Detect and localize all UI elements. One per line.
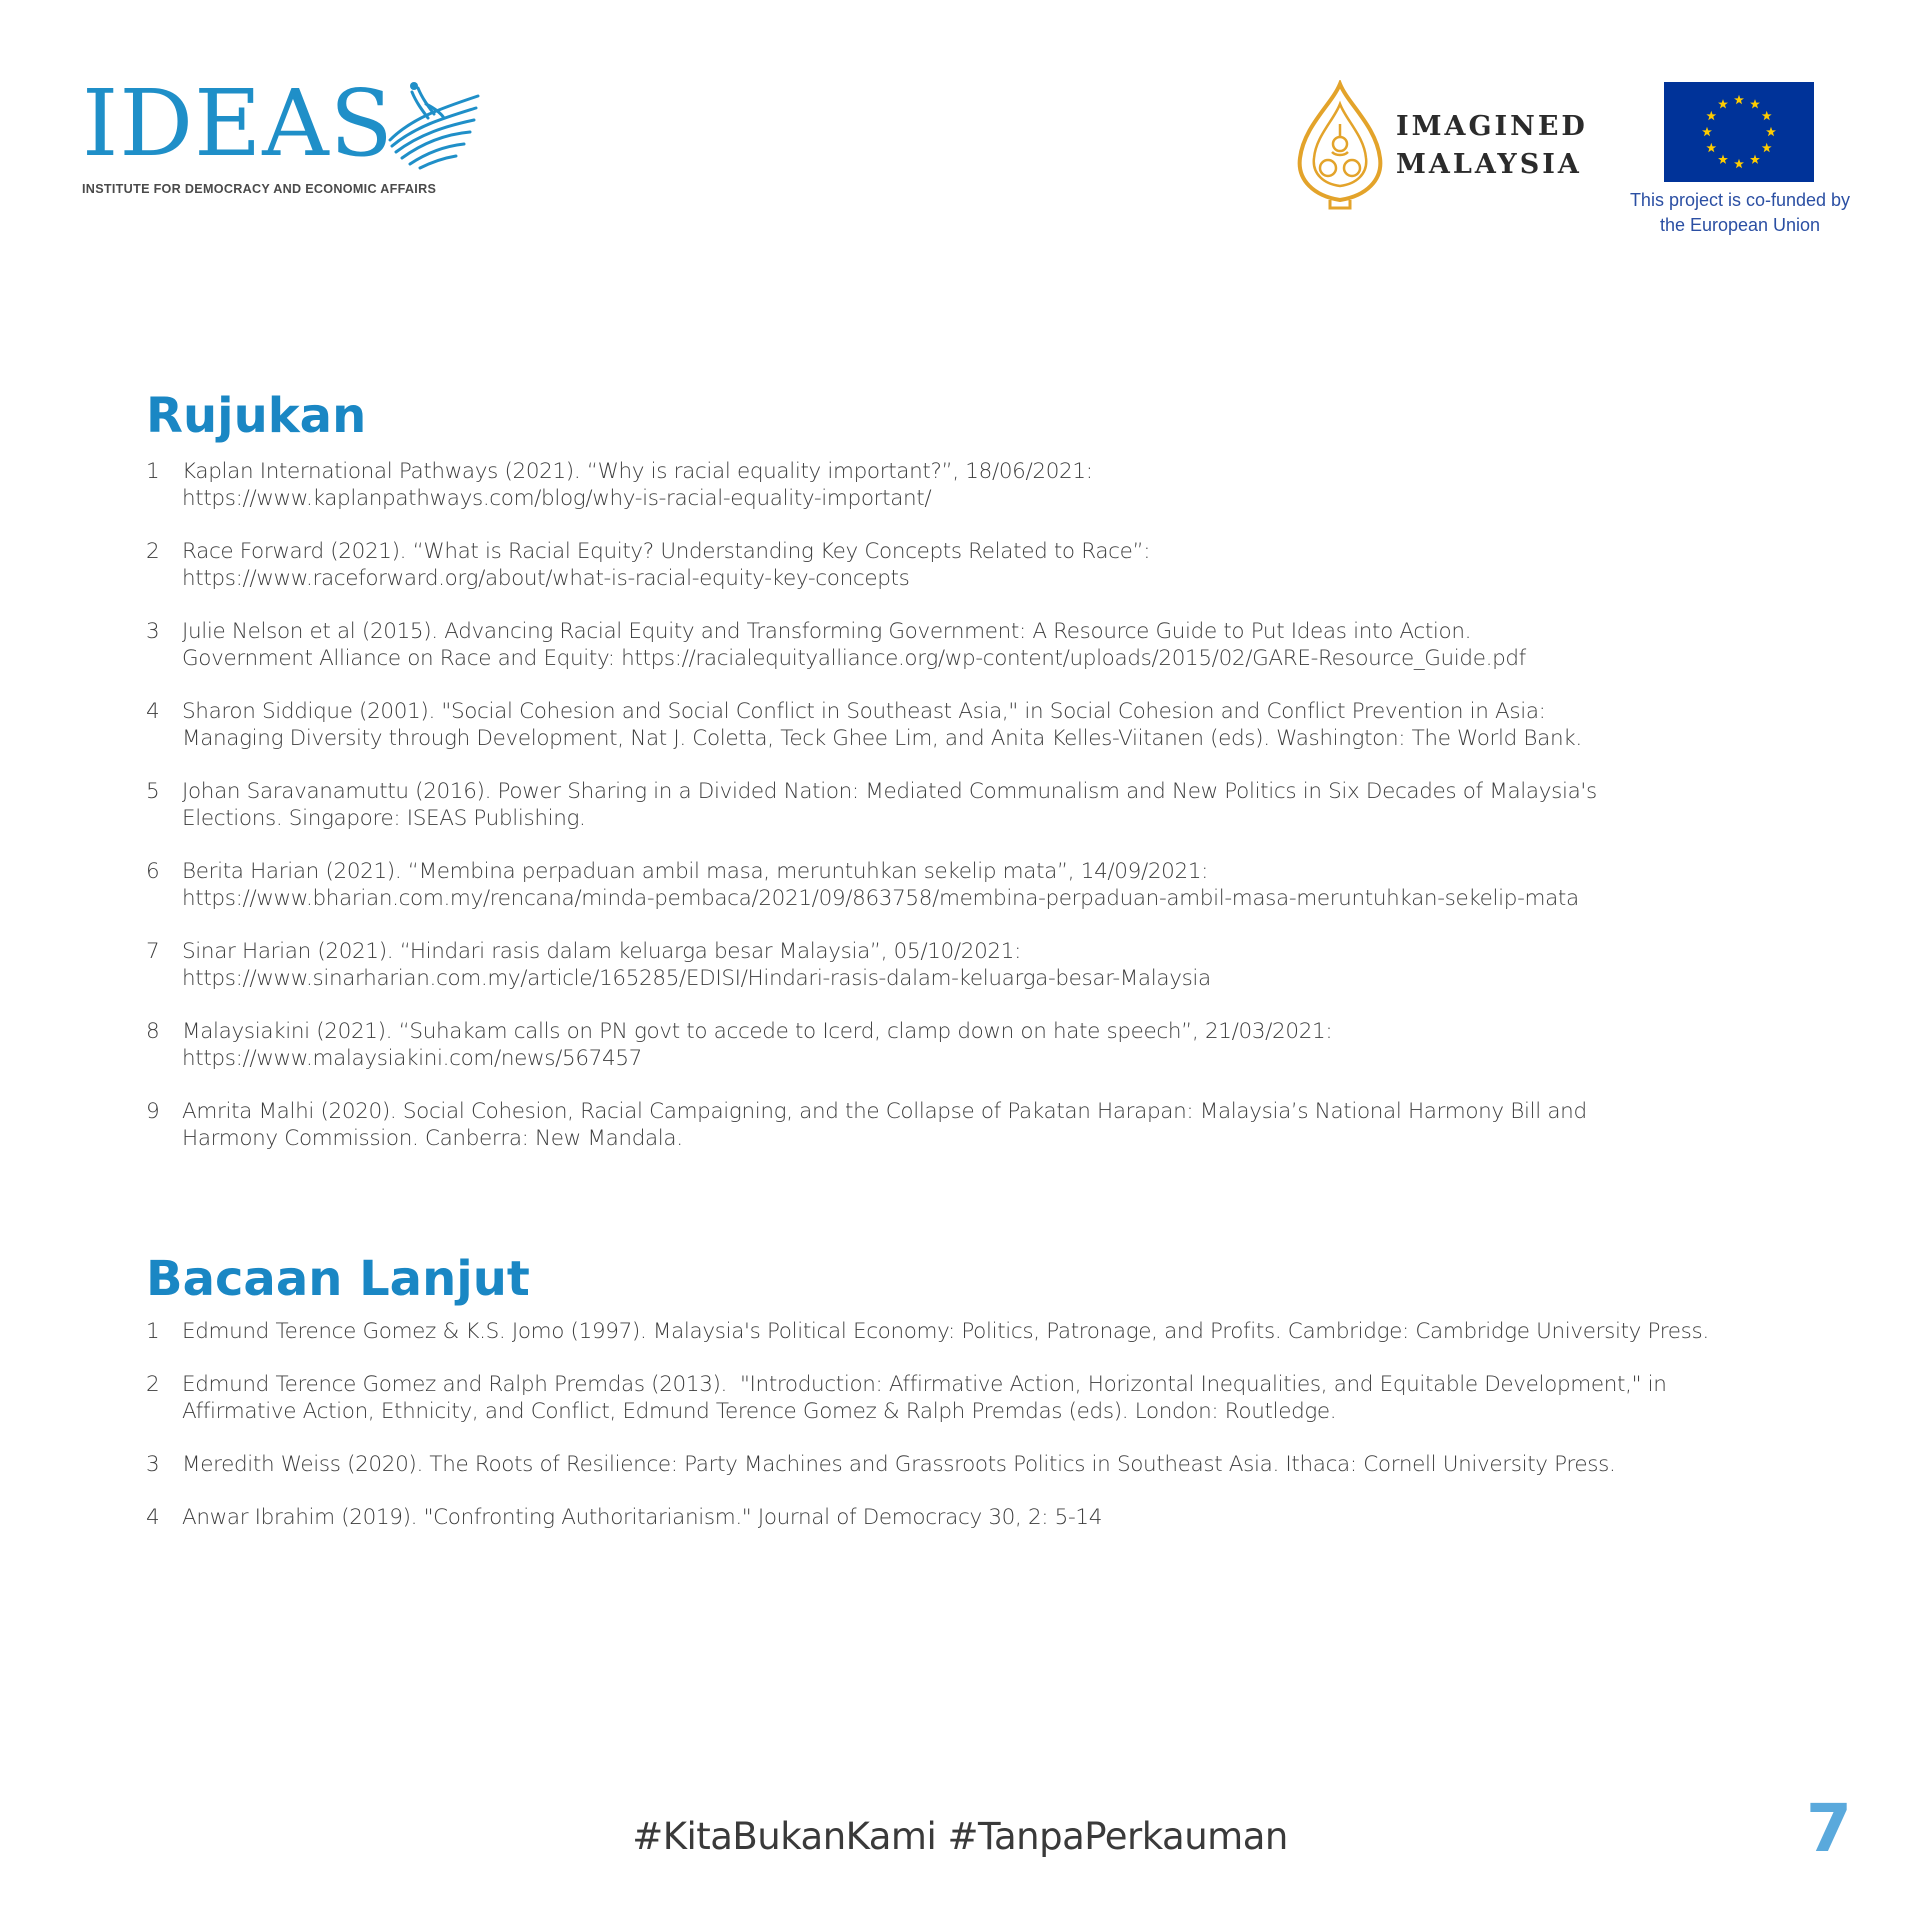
reference-text-line: Anwar Ibrahim (2019). "Confronting Authoritarianism." Journal of Democracy 30, 2: 5-14 bbox=[182, 1505, 1103, 1530]
ideas-subtitle: INSTITUTE FOR DEMOCRACY AND ECONOMIC AFFAIRS bbox=[82, 182, 437, 196]
reference-item bbox=[146, 938, 1846, 992]
reference-number: 9 bbox=[146, 1099, 160, 1124]
reference-item bbox=[146, 1504, 1846, 1531]
eu-flag-icon bbox=[1664, 82, 1814, 182]
reference-text-line: https://www.sinarharian.com.my/article/165285/EDISI/Hindari-rasis-dalam-keluarga-besar-Malaysia bbox=[182, 966, 1211, 991]
reference-number: 4 bbox=[146, 1505, 160, 1530]
reference-item bbox=[146, 858, 1846, 912]
reference-number: 8 bbox=[146, 1019, 160, 1044]
eu-caption-line1: This project is co-funded by bbox=[1629, 190, 1851, 210]
reference-item bbox=[146, 538, 1846, 592]
reference-text-line: Julie Nelson et al (2015). Advancing Racial Equity and Transforming Government: A Resource Guide to Put Ideas into Action. bbox=[182, 619, 1472, 644]
malaysia-line: MALAYSIA bbox=[1396, 149, 1582, 180]
reference-number: 3 bbox=[146, 1452, 160, 1477]
imagined-line: IMAGINED bbox=[1396, 111, 1588, 142]
reference-item bbox=[146, 1098, 1846, 1152]
reference-text-line: Harmony Commission. Canberra: New Mandala. bbox=[182, 1126, 683, 1151]
eu-caption bbox=[1600, 188, 1880, 238]
reference-text-line: https://www.kaplanpathways.com/blog/why-is-racial-equality-important/ bbox=[182, 486, 932, 511]
reference-text-line: https://www.bharian.com.my/rencana/minda-pembaca/2021/09/863758/membina-perpaduan-ambil-masa-meruntuhkan-sekelip-mata bbox=[182, 886, 1579, 911]
reference-text-line: Sinar Harian (2021). “Hindari rasis dalam keluarga besar Malaysia”, 05/10/2021: bbox=[182, 939, 1021, 964]
reference-item bbox=[146, 1451, 1846, 1478]
reference-number: 3 bbox=[146, 619, 160, 644]
reference-text-line: Sharon Siddique (2001). "Social Cohesion and Social Conflict in Southeast Asia," in Social Cohesion and Conflict Prevention in Asia: bbox=[182, 699, 1546, 724]
reference-item bbox=[146, 618, 1846, 672]
reference-text-line: Berita Harian (2021). “Membina perpaduan ambil masa, meruntuhkan sekelip mata”, 14/09/2021: bbox=[182, 859, 1209, 884]
reference-item bbox=[146, 1018, 1846, 1072]
imagined-malaysia-logo bbox=[1290, 80, 1610, 210]
rujukan-heading: Rujukan bbox=[146, 388, 367, 444]
imagined-malaysia-wordmark bbox=[1396, 108, 1588, 184]
rujukan-list bbox=[146, 458, 1846, 1152]
wayang-gunungan-icon bbox=[1290, 80, 1390, 210]
reference-text-line: Edmund Terence Gomez and Ralph Premdas (2013). "Introduction: Affirmative Action, Horizontal Inequalities, and Equitable Development," in bbox=[182, 1372, 1667, 1397]
reference-text-line: Edmund Terence Gomez & K.S. Jomo (1997). Malaysia's Political Economy: Politics, Patronage, and Profits. Cambridge: Cambridge University Press. bbox=[182, 1319, 1709, 1344]
page-number: 7 bbox=[1806, 1790, 1852, 1867]
reference-number: 6 bbox=[146, 859, 160, 884]
reference-text-line: Affirmative Action, Ethnicity, and Conflict, Edmund Terence Gomez & Ralph Premdas (eds). London: Routledge. bbox=[182, 1399, 1337, 1424]
reference-text-line: Managing Diversity through Development, Nat J. Coletta, Teck Ghee Lim, and Anita Kelles-Viitanen (eds). Washington: The World Bank. bbox=[182, 726, 1582, 751]
ideas-wordmark: IDEAS bbox=[82, 70, 394, 177]
eu-caption-line2: the European Union bbox=[1659, 215, 1821, 235]
reference-text-line: Kaplan International Pathways (2021). “Why is racial equality important?”, 18/06/2021: bbox=[182, 459, 1093, 484]
reference-text-line: https://www.malaysiakini.com/news/567457 bbox=[182, 1046, 642, 1071]
reference-item bbox=[146, 1371, 1846, 1425]
reference-number: 7 bbox=[146, 939, 160, 964]
reference-text-line: Elections. Singapore: ISEAS Publishing. bbox=[182, 806, 586, 831]
reference-item bbox=[146, 778, 1846, 832]
reference-text-line: Amrita Malhi (2020). Social Cohesion, Racial Campaigning, and the Collapse of Pakatan Harapan: Malaysia’s National Harmony Bill and bbox=[182, 1099, 1587, 1124]
bacaan-lanjut-heading: Bacaan Lanjut bbox=[146, 1251, 530, 1307]
reference-item bbox=[146, 698, 1846, 752]
ideas-logo bbox=[82, 70, 482, 208]
reference-text-line: Meredith Weiss (2020). The Roots of Resilience: Party Machines and Grassroots Politics in Southeast Asia. Ithaca: Cornell University Press. bbox=[182, 1452, 1616, 1477]
reference-text-line: Johan Saravanamuttu (2016). Power Sharing in a Divided Nation: Mediated Communalism and New Politics in Six Decades of Malaysia's bbox=[182, 779, 1597, 804]
dove-icon bbox=[382, 78, 482, 178]
reference-number: 4 bbox=[146, 699, 160, 724]
reference-number: 1 bbox=[146, 1319, 160, 1344]
eu-funding-block bbox=[1600, 80, 1880, 240]
reference-text-line: https://www.raceforward.org/about/what-is-racial-equity-key-concepts bbox=[182, 566, 910, 591]
reference-number: 2 bbox=[146, 1372, 160, 1397]
reference-number: 5 bbox=[146, 779, 160, 804]
bacaan-lanjut-list bbox=[146, 1318, 1846, 1531]
reference-text-line: Malaysiakini (2021). “Suhakam calls on PN govt to accede to Icerd, clamp down on hate speech”, 21/03/2021: bbox=[182, 1019, 1333, 1044]
footer-hashtags: #KitaBukanKami #TanpaPerkauman bbox=[632, 1815, 1288, 1858]
reference-text-line: Race Forward (2021). “What is Racial Equity? Understanding Key Concepts Related to Race”: bbox=[182, 539, 1151, 564]
reference-text-line: Government Alliance on Race and Equity: https://racialequityalliance.org/wp-content/uploads/2015/02/GARE-Resource_Guide.pdf bbox=[182, 646, 1526, 671]
reference-number: 1 bbox=[146, 459, 160, 484]
page-header bbox=[0, 0, 1920, 260]
reference-item bbox=[146, 458, 1846, 512]
reference-item bbox=[146, 1318, 1846, 1345]
reference-number: 2 bbox=[146, 539, 160, 564]
